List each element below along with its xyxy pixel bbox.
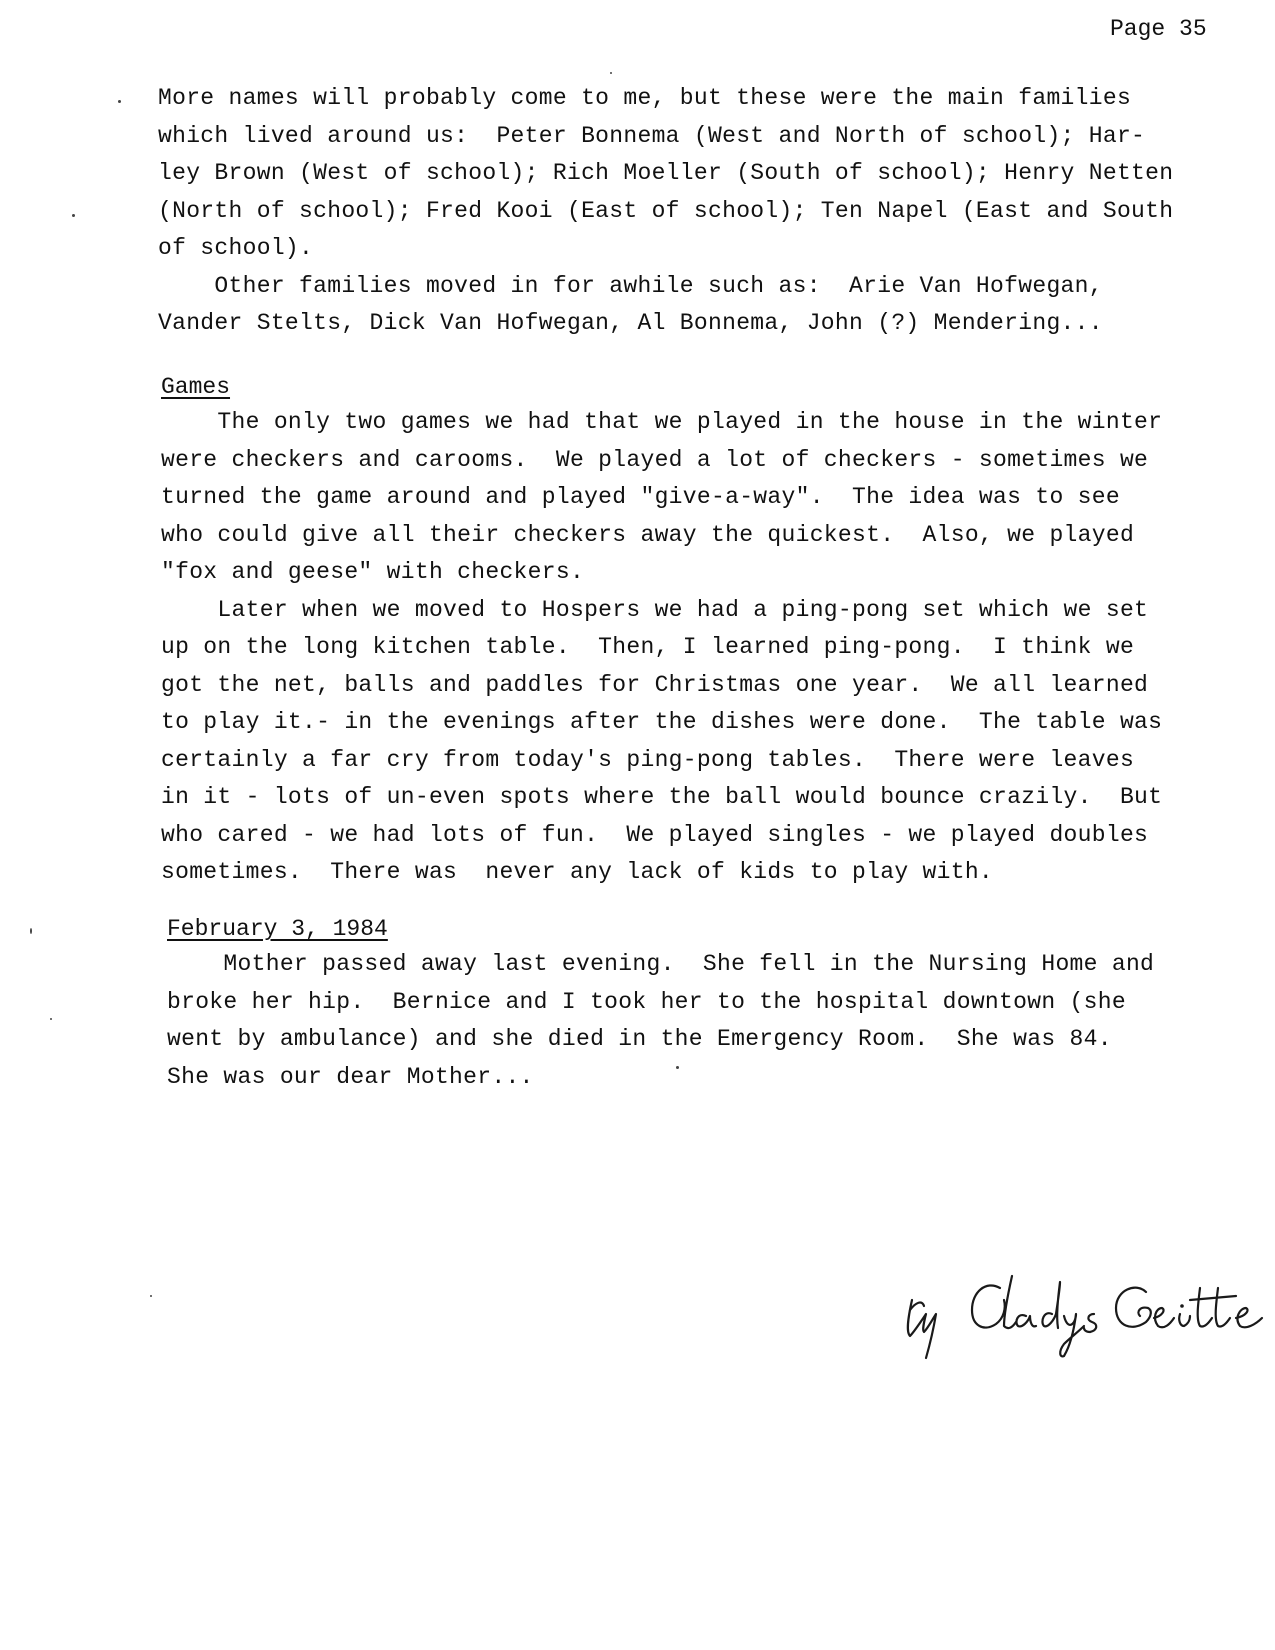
scan-speck: [150, 1295, 152, 1297]
text-line: who cared - we had lots of fun. We played singles - we played doubles: [161, 821, 1149, 848]
text-line: broke her hip. Bernice and I took her to the hospital downtown (she: [167, 988, 1126, 1015]
families-paragraph: [158, 80, 1173, 343]
text-line: up on the long kitchen table. Then, I learned ping-pong. I think we: [161, 634, 1135, 660]
text-line: of school).: [158, 235, 314, 261]
handwritten-signature-icon: [900, 1270, 1270, 1360]
games-heading: Games: [161, 374, 231, 400]
scan-speck: [118, 100, 121, 103]
text-line: The only two games we had that we played in the house in the winter: [161, 409, 1163, 435]
text-line: Other families moved in for awhile such as: Arie Van Hofwegan,: [158, 272, 1103, 299]
date-entry-paragraph: [167, 946, 1154, 1096]
text-line: turned the game around and played "give-a-way". The idea was to see: [161, 484, 1120, 510]
text-line: She was our dear Mother...: [167, 1063, 534, 1090]
text-line: More names will probably come to me, but these were the main families: [158, 85, 1132, 111]
page-number: Page 35: [1110, 16, 1207, 42]
date-heading: February 3, 1984: [167, 916, 388, 942]
text-line: who could give all their checkers away the quickest. Also, we played: [161, 521, 1135, 548]
text-line: (North of school); Fred Kooi (East of school); Ten Napel (East and South: [158, 197, 1174, 224]
text-line: were checkers and carooms. We played a lot of checkers - sometimes we: [161, 446, 1149, 473]
scan-speck: [72, 214, 75, 217]
text-line: in it - lots of un-even spots where the ball would bounce crazily. But: [161, 784, 1163, 810]
text-line: Later when we moved to Hospers we had a ping-pong set which we set: [161, 596, 1149, 623]
scan-speck: [30, 928, 32, 934]
text-line: went by ambulance) and she died in the Emergency Room. She was 84.: [167, 1026, 1112, 1052]
text-line: sometimes. There was never any lack of kids to play with.: [161, 859, 994, 885]
scan-speck: [676, 1066, 679, 1069]
text-line: certainly a far cry from today's ping-pong tables. There were leaves: [161, 746, 1135, 773]
text-line: got the net, balls and paddles for Christmas one year. We all learned: [161, 671, 1149, 698]
text-line: Mother passed away last evening. She fell in the Nursing Home and: [167, 951, 1155, 977]
scan-speck: [50, 1018, 52, 1020]
text-line: to play it.- in the evenings after the dishes were done. The table was: [161, 709, 1163, 735]
text-line: which lived around us: Peter Bonnema (West and North of school); Har-: [158, 122, 1146, 149]
games-paragraph: [161, 404, 1162, 892]
scan-speck: [610, 72, 612, 74]
text-line: "fox and geese" with checkers.: [161, 559, 585, 585]
text-line: ley Brown (West of school); Rich Moeller (South of school); Henry Netten: [158, 160, 1174, 186]
text-line: Vander Stelts, Dick Van Hofwegan, Al Bonnema, John (?) Mendering...: [158, 310, 1103, 336]
